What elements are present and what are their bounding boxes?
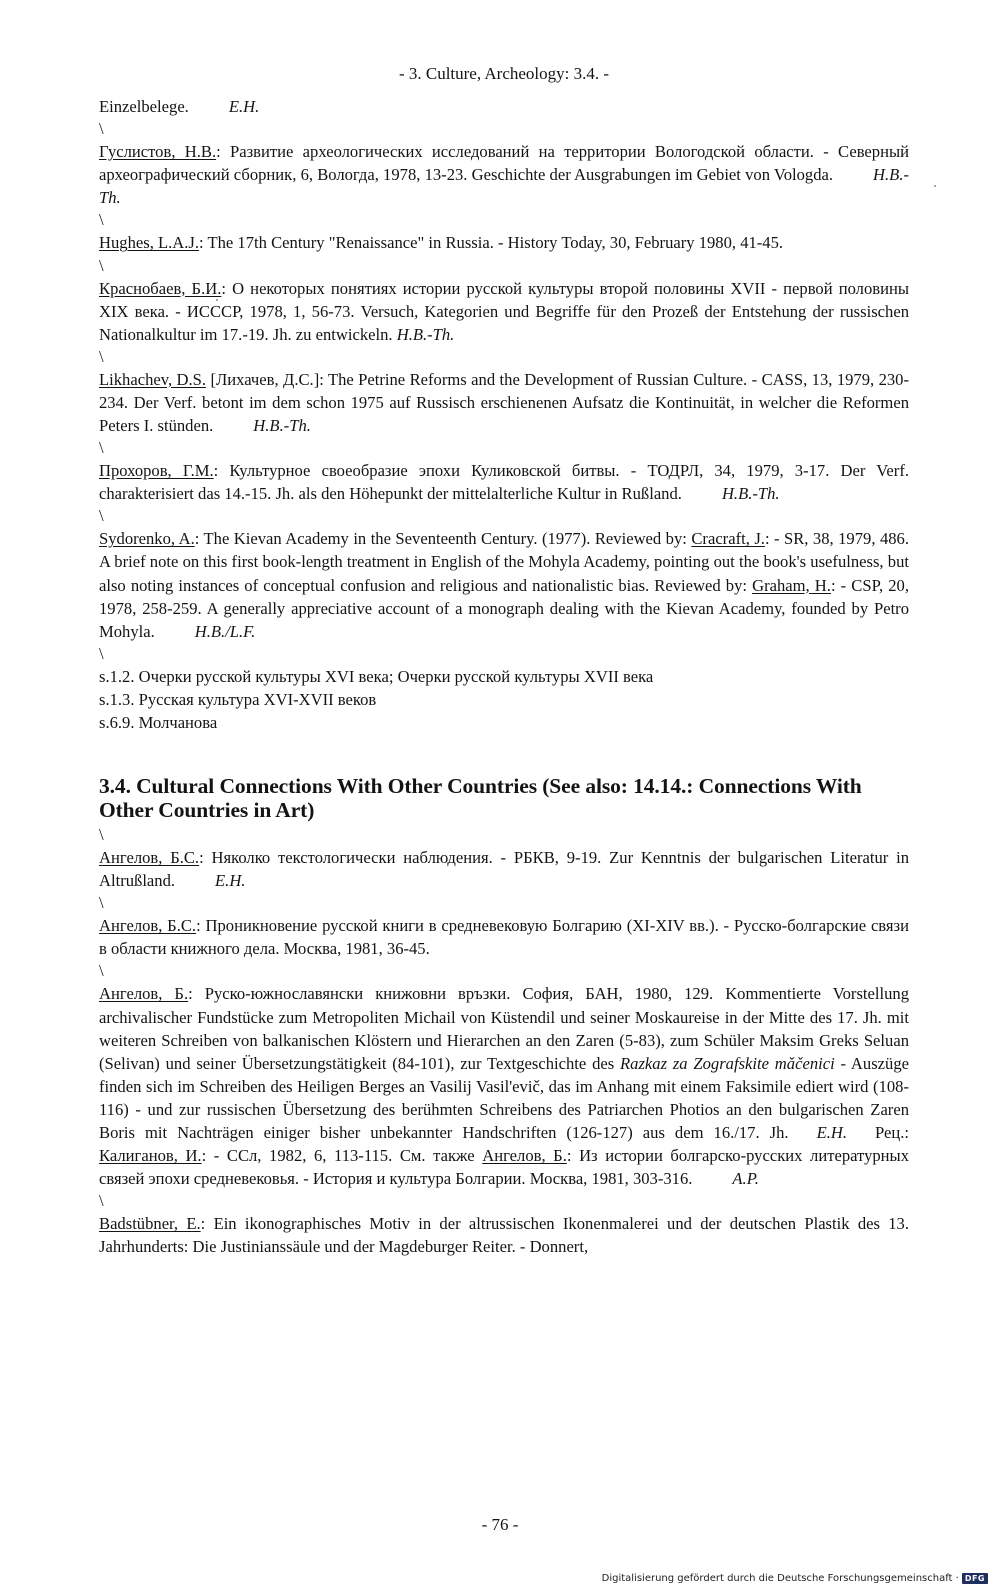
reviewer-initials: E.H. <box>215 871 246 891</box>
entry-separator: \ <box>99 1191 104 1211</box>
bib-entry <box>99 846 909 892</box>
entry-author: Sydorenko, A. <box>99 529 195 549</box>
entry-text: : Развитие археологических исследований на территории Вологодской области. - Северный археографический сборник, 6, Вологда, 1978, 13-23. Geschichte der Ausgrabungen im Gebiet von Vologda. <box>99 142 909 185</box>
reviewer-name: Graham, H. <box>752 575 831 595</box>
bib-entry <box>99 277 909 346</box>
entry-author: Гуслистов, Н.В. <box>99 142 217 162</box>
cross-reference: s.6.9. Молчанова <box>99 712 218 732</box>
section-heading: 3.4. Cultural Connections With Other Countries (See also: 14.14.: Connections With Other Countries in Art) <box>99 774 862 823</box>
entry-separator: \ <box>99 210 104 230</box>
entry-author: Прохоров, Г.М. <box>99 461 214 481</box>
bib-entry <box>99 982 909 1190</box>
bib-entry <box>99 140 909 209</box>
entry-separator: \ <box>99 506 104 526</box>
bib-entry <box>99 95 909 118</box>
entry-author: Ангелов, Б.С. <box>99 848 200 868</box>
entry-text: : - ССл, 1982, 6, 113-115. См. также <box>201 1146 483 1166</box>
dfg-logo: DFG <box>962 1573 988 1584</box>
entry-text: : Руско-южнославянски книжовни връзки. София, БАН, 1980, 129. Kommentierte Vorstellung archivalischer Fundstücke zum Metropoliten Michail von Küstendil und seiner Moskaureise in der Mitte des 17. Jh. mit weiteren Schreiben von balkanischen Klöstern und Hierarchen an den Zaren (5-83), zum Schüler Maksim Greks Seluan (Selivan) und seiner Übersetzungstätigkeit (84-101), zur Textgeschichte des <box>99 984 910 1073</box>
entry-text: Einzelbelege. <box>99 97 189 117</box>
bib-entry <box>99 914 909 960</box>
reviewer-initials: H.B.-Th. <box>721 484 780 504</box>
reviewer-initials: H.B./L.F. <box>194 621 256 641</box>
reviewer-initials: A.P. <box>732 1169 759 1189</box>
bib-entry <box>99 527 909 642</box>
entry-author: Badstübner, E. <box>99 1214 201 1234</box>
reviewer-name: Cracraft, J. <box>691 529 765 549</box>
digitization-credit <box>602 1573 988 1584</box>
bib-entry <box>99 459 909 505</box>
page-number: - 76 - <box>481 1515 519 1534</box>
page-body <box>99 62 909 1258</box>
entry-author: Likhachev, D.S. <box>99 369 207 389</box>
cross-reference: s.1.2. Очерки русской культуры XVI века; Очерки русской культуры XVII века <box>99 666 654 686</box>
entry-text: : The 17th Century "Renaissance" in Russia. - History Today, 30, February 1980, 41-45. <box>199 233 784 253</box>
reviewer-initials: E.H. <box>228 97 260 117</box>
reviewer-initials: H.B.-Th. <box>396 324 455 344</box>
entry-text: : Из истории болгарско-русских литературных связей эпохи средневековья. - История и культура Болгарии. Москва, 1981, 303-316. <box>99 1146 910 1189</box>
entry-text: [Лихачев, Д.С.]: The Petrine Reforms and the Development of Russian Culture. - CASS, 13, 1979, 230-234. Der Verf. betont im dem schon 1975 auf Russisch erschienenen Aufsatz die Kontinuität, in welcher die Reformen Peters I. stünden. <box>99 369 909 436</box>
entry-text: : Ein ikonographisches Motiv in der altrussischen Ikonenmalerei und der deutschen Plastik des 13. Jahrhunderts: Die Justinianssäule und der Magdeburger Reiter. - Donnert, <box>99 1214 909 1257</box>
bib-entry <box>99 231 909 254</box>
reviewer-initials: H.B.-Th. <box>253 416 311 436</box>
entry-author: Ангелов, Б. <box>99 984 189 1004</box>
see-also-author: Ангелов, Б. <box>482 1146 567 1166</box>
scan-speck <box>934 185 936 187</box>
entry-separator: \ <box>99 255 104 275</box>
bib-entry <box>99 368 909 437</box>
entry-author: Ангелов, Б.С. <box>99 916 197 936</box>
entry-text: - Auszüge finden sich im Schreiben des Heiligen Berges an Vasilij Vasil'evič, das im Anhang mit einem Faksimile ediert wird (108-116) - und zur russischen Übersetzung des berühmten Schreibens des Patriarchen Photios an den bulgarischen Zaren Boris mit Nachträgen einiger bisher unbekannter Handschriften (126-127) aus dem 16./17. Jh. <box>99 1053 909 1142</box>
entry-separator: \ <box>99 893 104 913</box>
entry-text: : Культурное своеобразие эпохи Куликовской битвы. - ТОДРЛ, 34, 1979, 3-17. Der Verf. charakterisiert das 14.-15. Jh. als den Höhepunkt der mittelalterliche Kultur in Rußland. <box>99 461 909 504</box>
work-title: Razkaz za Zografskite mǎčenici <box>620 1053 835 1073</box>
running-head: - 3. Culture, Archeology: 3.4. - <box>398 64 610 83</box>
entry-text: : - CSP, 20, 1978, 258-259. A generally appreciative account of a monograph dealing with the Kievan Academy, founded by Petro Mohyla. <box>99 575 909 641</box>
entry-author: Hughes, L.A.J. <box>99 233 200 253</box>
entry-separator: \ <box>99 438 104 458</box>
entry-text: : Проникновение русской книги в средневековую Болгарию (XI-XIV вв.). - Русско-болгарские связи в области книжного дела. Москва, 1981, 36-45. <box>99 916 909 959</box>
entry-separator: \ <box>99 119 104 139</box>
review-label: Рец.: <box>874 1123 909 1142</box>
entry-author: Краснобаев, Б.И. <box>99 278 222 298</box>
cross-reference: s.1.3. Русская культура XVI-XVII веков <box>99 689 377 709</box>
reviewer-initials: E.H. <box>816 1123 847 1142</box>
reviewer-initials: H.B.-Th. <box>99 165 909 208</box>
entry-text: : The Kievan Academy in the Seventeenth Century. (1977). Reviewed by: <box>194 529 692 549</box>
credit-text: Digitalisierung gefördert durch die Deutsche Forschungsgemeinschaft · <box>601 1573 959 1584</box>
entry-text: : Няколко текстологически наблюдения. - РБКВ, 9-19. Zur Kenntnis der bulgarischen Literatur in Altrußland. <box>99 848 909 891</box>
entry-text: : - SR, 38, 1979, 486. A brief note on this first book-length treatment in English of the Mohyla Academy, pointing out the book's usefulness, but also noting instances of conceptual confusion and religious and nationalistic bias. Reviewed by: <box>99 529 909 595</box>
bib-entry <box>99 1212 909 1258</box>
entry-separator: \ <box>99 643 104 663</box>
entry-separator: \ <box>99 346 104 366</box>
entry-text: : О некоторых понятиях истории русской культуры второй половины XVII - первой половины XIX века. - ИСССР, 1978, 1, 56-73. Versuch, Kategorien und Begriffe für den Prozeß der Entstehung der russischen Nationalkultur im 17.-19. Jh. zu entwickeln. <box>99 278 909 344</box>
scan-speck <box>216 299 218 301</box>
entry-separator: \ <box>99 825 104 845</box>
entry-separator: \ <box>99 961 104 981</box>
reviewer-name: Калиганов, И. <box>99 1146 202 1166</box>
